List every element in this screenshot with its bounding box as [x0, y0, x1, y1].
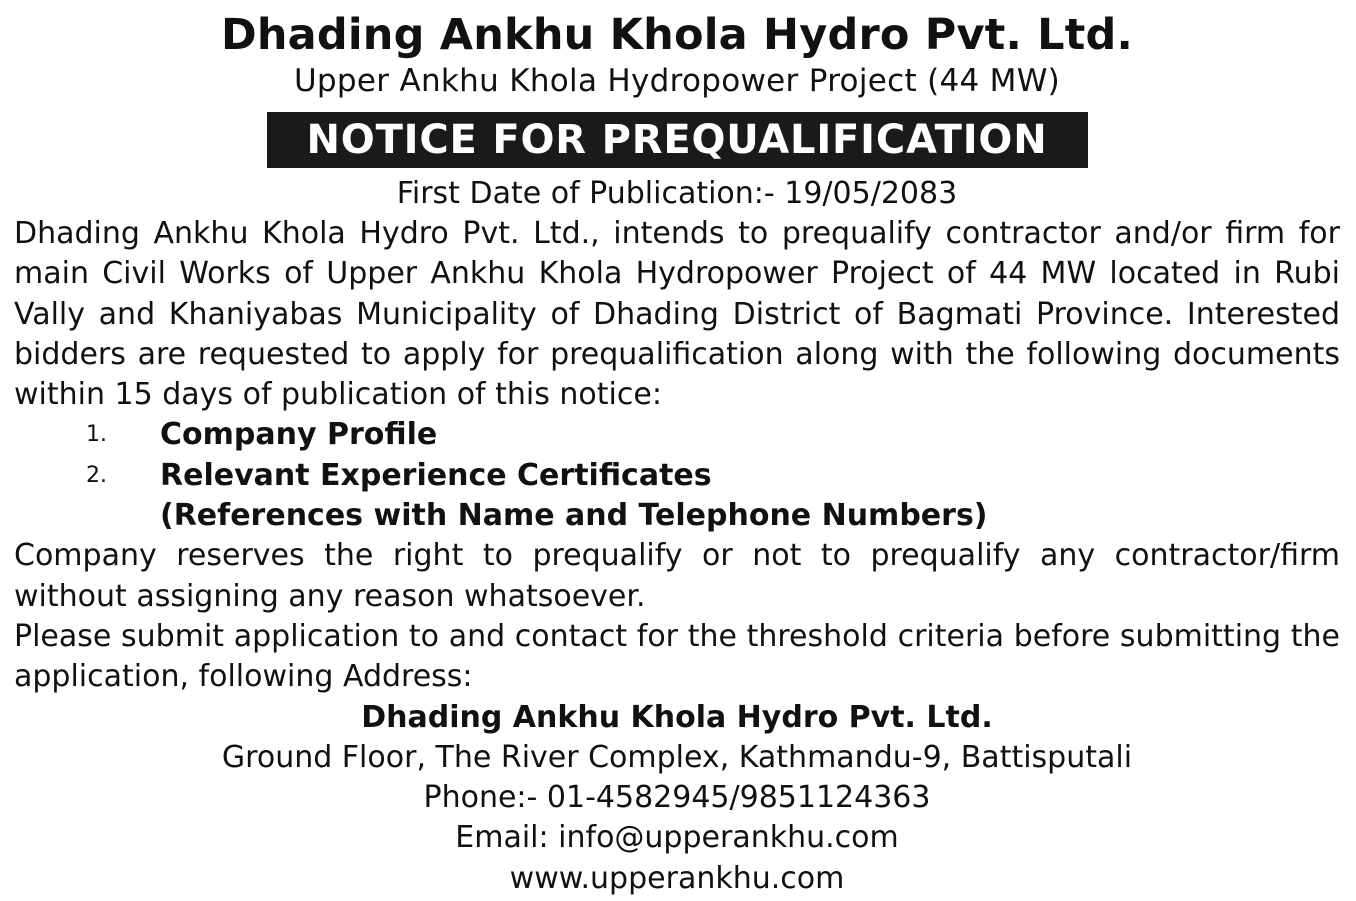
notice-banner-wrap: [14, 112, 1340, 168]
document-item: [14, 415, 1340, 455]
document-number: 2.: [86, 462, 107, 488]
address-phone: Phone:- 01-4582945/9851124363: [423, 780, 931, 816]
project-subtitle: Upper Ankhu Khola Hydropower Project (44 MW): [293, 63, 1061, 99]
document-title: Relevant Experience Certificates: [160, 457, 712, 493]
document-title: Company Profile: [160, 417, 438, 453]
document-number: 1.: [86, 422, 107, 448]
address-company: Dhading Ankhu Khola Hydro Pvt. Ltd.: [361, 699, 993, 735]
reservation-paragraph: Company reserves the right to prequalify or not to prequalify any contractor/firm without assigning any reason whatsoever.: [14, 538, 1340, 614]
documents-list: [14, 415, 1340, 536]
address-email: Email: info@upperankhu.com: [455, 820, 899, 856]
address-website: www.upperankhu.com: [509, 860, 845, 896]
publication-date: First Date of Publication:- 19/05/2083: [396, 176, 958, 211]
address-location: Ground Floor, The River Complex, Kathmandu-9, Battisputali: [221, 739, 1133, 775]
company-title: Dhading Ankhu Khola Hydro Pvt. Ltd.: [220, 10, 1134, 60]
notice-banner: NOTICE FOR PREQUALIFICATION: [267, 112, 1088, 168]
submission-paragraph: Please submit application to and contact for the threshold criteria before submitting the application, following Address:: [14, 618, 1340, 695]
intro-paragraph: Dhading Ankhu Khola Hydro Pvt. Ltd., intends to prequalify contractor and/or firm for main Civil Works of Upper Ankhu Khola Hydropower Project of 44 MW located in Rubi Vally and Khaniyabas Municipality of Dhading District of Bagmati Province. Interested bidders are requested to apply for prequalification along with the following documents within 15 days of publication of this notice:: [14, 216, 1340, 413]
address-block: [14, 698, 1340, 899]
document-item: [14, 456, 1340, 537]
notice-page: [14, 8, 1340, 899]
document-subtitle: (References with Name and Telephone Numbers): [160, 498, 988, 534]
